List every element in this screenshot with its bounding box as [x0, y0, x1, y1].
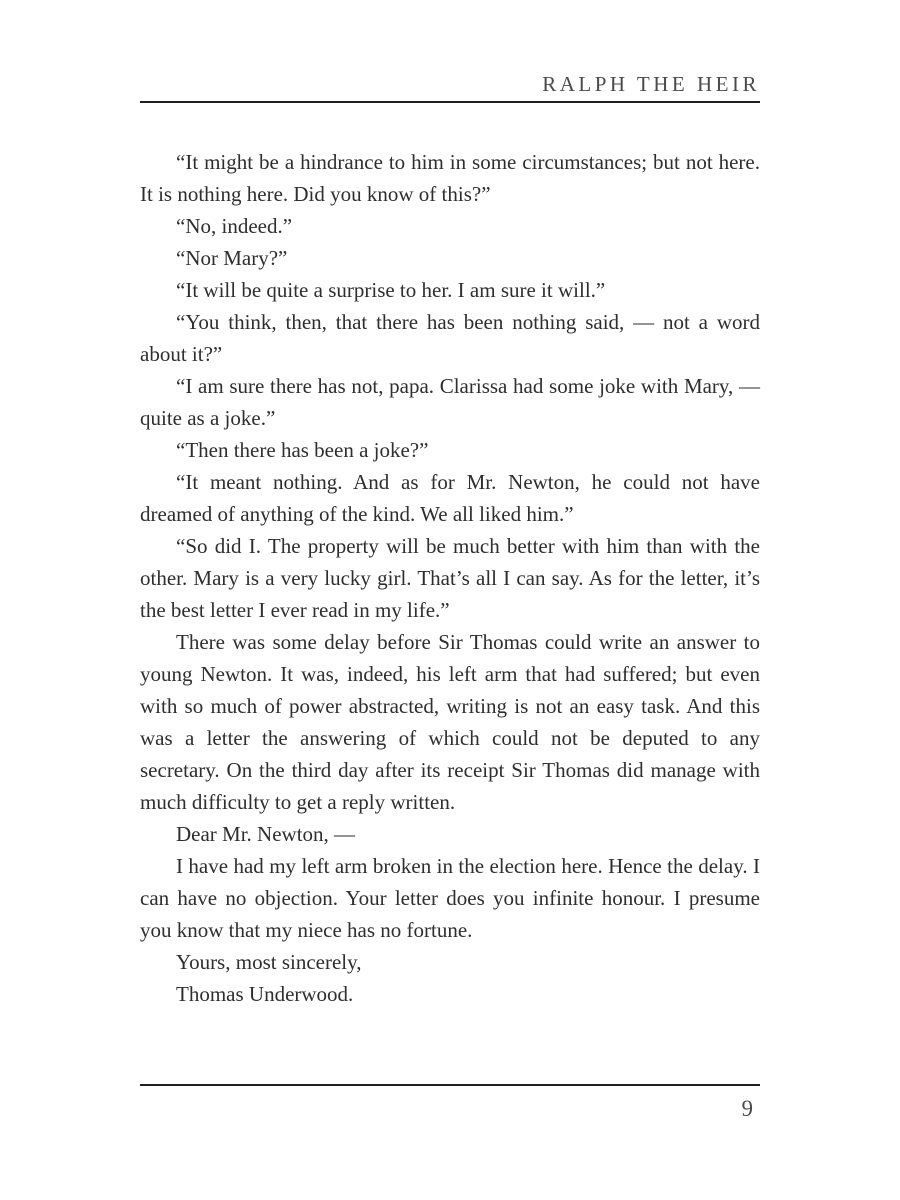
paragraph: “It meant nothing. And as for Mr. Newton, he could not have dreamed of anything of the kind. We all liked him.” [140, 470, 760, 526]
paragraph: I have had my left arm broken in the election here. Hence the delay. I can have no objection. Your letter does you infinite honour. I presume you know that my niece has no fortune. [140, 854, 760, 942]
paragraph: “No, indeed.” [176, 214, 293, 238]
footer-rule [140, 1084, 760, 1086]
paragraph: There was some delay before Sir Thomas could write an answer to young Newton. It was, indeed, his left arm that had suffered; but even with so much of power abstracted, writing is not an easy task. And this was a letter the answering of which could not be deputed to any secretary. On the third day after its receipt Sir Thomas did manage with much difficulty to get a reply written. [140, 630, 760, 814]
paragraph: “You think, then, that there has been nothing said, — not a word about it?” [140, 310, 760, 366]
page-body [140, 146, 760, 1010]
paragraph: “It will be quite a surprise to her. I am sure it will.” [176, 278, 606, 302]
paragraph: “Then there has been a joke?” [176, 438, 429, 462]
running-header [140, 72, 760, 103]
page-footer [140, 1084, 760, 1124]
paragraph: Yours, most sincerely, [176, 950, 362, 974]
paragraph: Dear Mr. Newton, — [176, 822, 356, 846]
paragraph: “I am sure there has not, papa. Clarissa had some joke with Mary, — quite as a joke.” [140, 374, 760, 430]
paragraph: Thomas Underwood. [176, 982, 354, 1006]
paragraph: “It might be a hindrance to him in some circumstances; but not here. It is nothing here. Did you know of this?” [140, 150, 760, 206]
paragraph: “So did I. The property will be much better with him than with the other. Mary is a very lucky girl. That’s all I can say. As for the letter, it’s the best letter I ever read in my life.” [140, 534, 760, 622]
running-header-title: RALPH THE HEIR [542, 72, 760, 96]
header-rule [140, 101, 760, 103]
paragraph: “Nor Mary?” [176, 246, 288, 270]
page-number: 9 [741, 1096, 753, 1121]
